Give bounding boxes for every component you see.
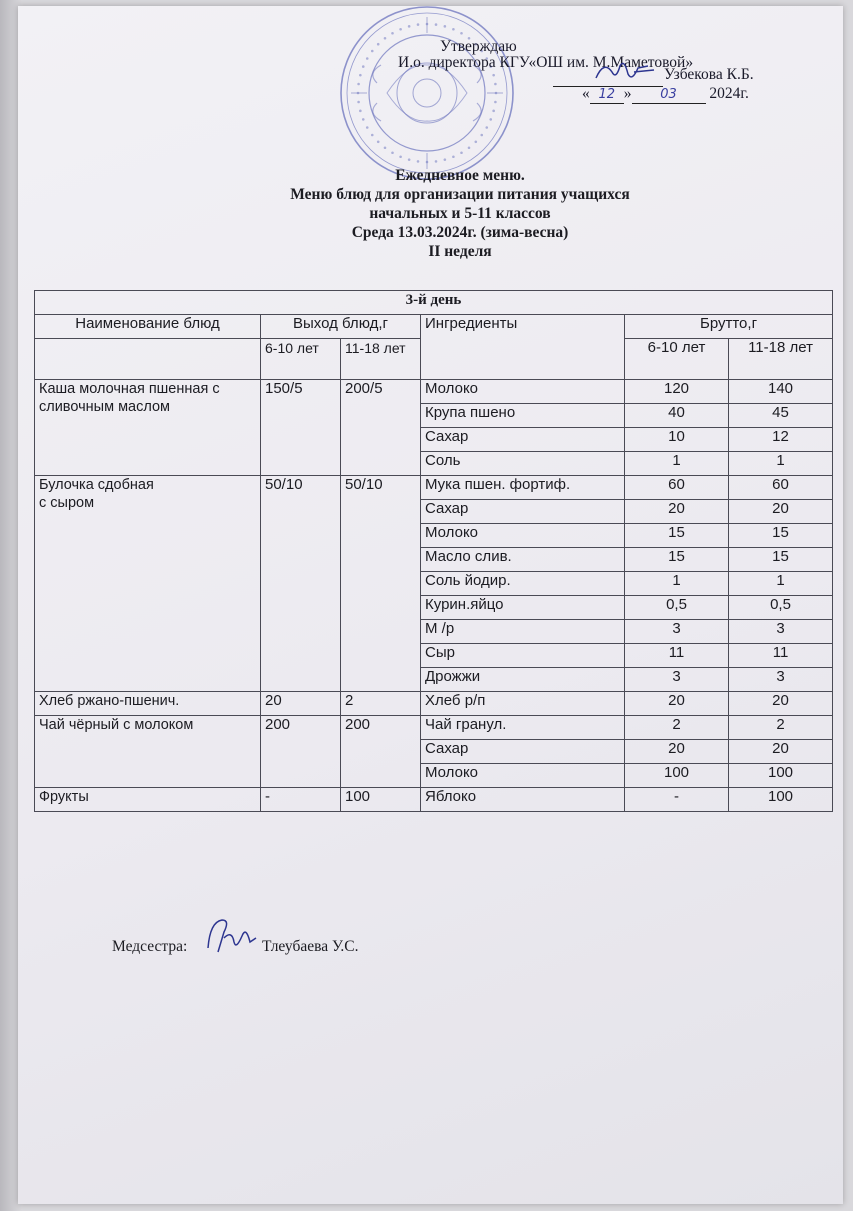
ingredient-name: Мука пшен. фортиф. [421, 476, 625, 500]
header-empty [35, 339, 261, 380]
gross-age2: 100 [729, 764, 833, 788]
ingredient-name: Сыр [421, 644, 625, 668]
dish-yield-age2: 50/10 [341, 476, 421, 692]
gross-age1: 3 [625, 668, 729, 692]
ingredient-name: Чай гранул. [421, 716, 625, 740]
date-close-quote: » [623, 85, 632, 102]
header-yield: Выход блюд,г [261, 315, 421, 339]
ingredient-name: Дрожжи [421, 668, 625, 692]
gross-age2: 60 [729, 476, 833, 500]
gross-age2: 15 [729, 548, 833, 572]
gross-age1: 11 [625, 644, 729, 668]
ingredient-name: Молоко [421, 380, 625, 404]
gross-age1: 3 [625, 620, 729, 644]
table-row [35, 716, 833, 740]
gross-age2: 3 [729, 668, 833, 692]
gross-age1: 1 [625, 572, 729, 596]
dish-yield-age2: 200/5 [341, 380, 421, 476]
gross-age2: 20 [729, 500, 833, 524]
table-row [35, 380, 833, 404]
ingredient-name: Сахар [421, 428, 625, 452]
gross-age1: 20 [625, 500, 729, 524]
approval-position: И.о. директора КГУ«ОШ им. М.Маметовой» [398, 54, 694, 71]
gross-age1: 2 [625, 716, 729, 740]
gross-age2: 20 [729, 692, 833, 716]
day-row [35, 291, 833, 315]
circular-seal [337, 3, 517, 183]
gross-age1: 120 [625, 380, 729, 404]
dish-name: Хлеб ржано-пшенич. [35, 692, 261, 716]
ingredient-name: Масло слив. [421, 548, 625, 572]
gross-age1: 40 [625, 404, 729, 428]
dish-name: Фрукты [35, 788, 261, 812]
date-day: 12 [590, 85, 624, 104]
dish-yield-age2: 2 [341, 692, 421, 716]
gross-age1: 10 [625, 428, 729, 452]
date-open-quote: « [582, 85, 590, 102]
approval-date [582, 85, 749, 104]
menu-table [34, 290, 833, 812]
gross-age2: 11 [729, 644, 833, 668]
approval-title: Утверждаю [440, 38, 517, 55]
title-line-2: Меню блюд для организации питания учащихся [290, 186, 630, 203]
header-ingredients: Ингредиенты [421, 315, 625, 380]
header-gross-age2: 11-18 лет [729, 339, 833, 380]
table-row [35, 476, 833, 500]
date-year: 2024г. [709, 85, 749, 102]
approval-signer: Узбекова К.Б. [664, 66, 754, 83]
gross-age1: 15 [625, 548, 729, 572]
dish-name: Каша молочная пшенная с сливочным маслом [35, 380, 261, 476]
gross-age1: 0,5 [625, 596, 729, 620]
ingredient-name: Яблоко [421, 788, 625, 812]
gross-age2: 15 [729, 524, 833, 548]
ingredient-name: Соль йодир. [421, 572, 625, 596]
header-yield-age1: 6-10 лет [261, 339, 341, 380]
title-line-3: начальных и 5-11 классов [369, 205, 551, 222]
gross-age1: - [625, 788, 729, 812]
ingredient-name: Молоко [421, 764, 625, 788]
dish-yield-age1: 200 [261, 716, 341, 788]
gross-age2: 2 [729, 716, 833, 740]
header-gross: Брутто,г [625, 315, 833, 339]
title-line-1: Ежедневное меню. [395, 167, 525, 184]
gross-age2: 3 [729, 620, 833, 644]
header-yield-age2: 11-18 лет [341, 339, 421, 380]
header-row-1 [35, 315, 833, 339]
day-label: 3-й день [35, 291, 833, 315]
ingredient-name: Крупа пшено [421, 404, 625, 428]
title-line-4: Среда 13.03.2024г. (зима-весна) [351, 224, 569, 241]
gross-age2: 20 [729, 740, 833, 764]
dish-name: Булочка сдобная с сыром [35, 476, 261, 692]
gross-age2: 45 [729, 404, 833, 428]
ingredient-name: Курин.яйцо [421, 596, 625, 620]
ingredient-name: М /р [421, 620, 625, 644]
gross-age2: 140 [729, 380, 833, 404]
date-month: 03 [632, 85, 706, 104]
header-dish: Наименование блюд [35, 315, 261, 339]
dish-yield-age2: 200 [341, 716, 421, 788]
gross-age1: 15 [625, 524, 729, 548]
ingredient-name: Хлеб р/п [421, 692, 625, 716]
nurse-label: Медсестра: [112, 938, 188, 955]
dish-name: Чай чёрный с молоком [35, 716, 261, 788]
gross-age2: 0,5 [729, 596, 833, 620]
dish-yield-age1: 50/10 [261, 476, 341, 692]
ingredient-name: Сахар [421, 500, 625, 524]
dish-yield-age1: - [261, 788, 341, 812]
ingredient-name: Сахар [421, 740, 625, 764]
table-row [35, 788, 833, 812]
ingredient-name: Соль [421, 452, 625, 476]
gross-age1: 1 [625, 452, 729, 476]
gross-age2: 1 [729, 452, 833, 476]
dish-yield-age1: 150/5 [261, 380, 341, 476]
nurse-signature [200, 912, 262, 960]
nurse-name: Тлеубаева У.С. [262, 938, 359, 955]
gross-age1: 20 [625, 740, 729, 764]
gross-age1: 20 [625, 692, 729, 716]
dish-yield-age2: 100 [341, 788, 421, 812]
title-line-5: II неделя [428, 243, 492, 260]
gross-age1: 60 [625, 476, 729, 500]
gross-age2: 1 [729, 572, 833, 596]
gross-age2: 100 [729, 788, 833, 812]
gross-age1: 100 [625, 764, 729, 788]
document-titles [180, 166, 740, 261]
ingredient-name: Молоко [421, 524, 625, 548]
table-row [35, 692, 833, 716]
gross-age2: 12 [729, 428, 833, 452]
header-gross-age1: 6-10 лет [625, 339, 729, 380]
dish-yield-age1: 20 [261, 692, 341, 716]
